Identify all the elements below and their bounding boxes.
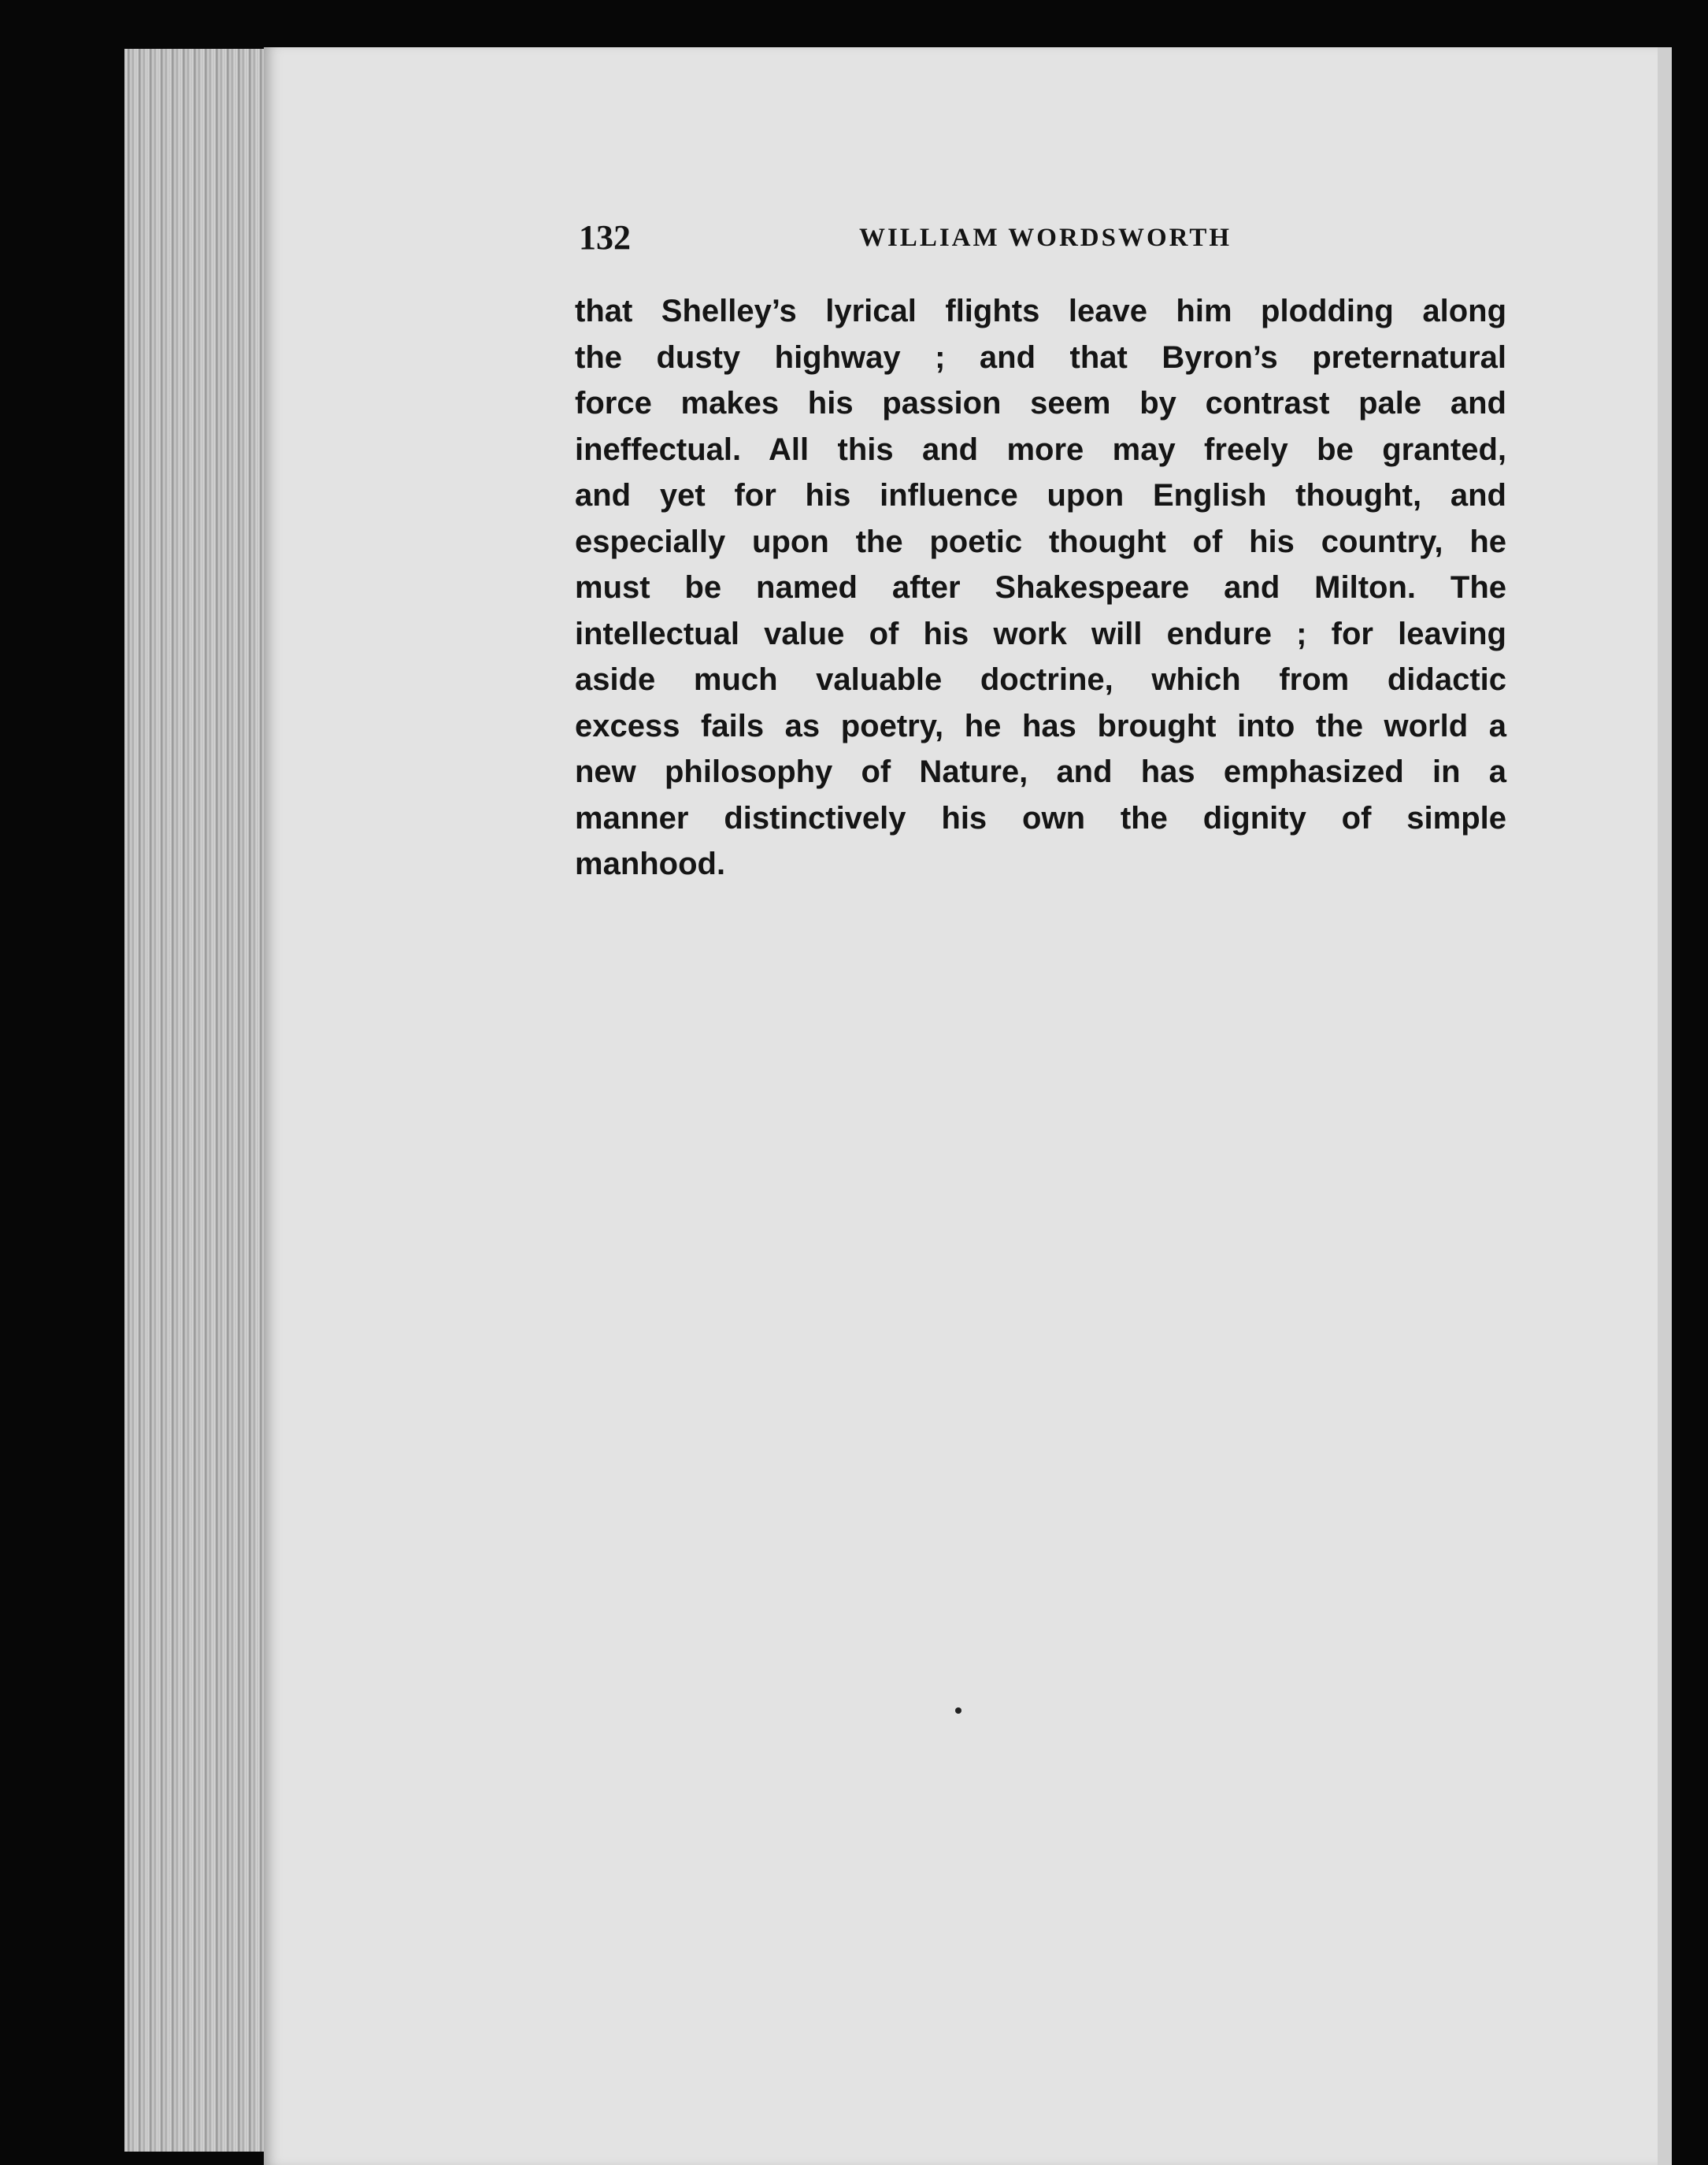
- text-line: intellectual value of his work will endure ; for leaving: [575, 616, 1506, 651]
- text-line: manhood.: [575, 847, 726, 881]
- text-line: force makes his passion seem by contrast pale and: [575, 386, 1506, 421]
- next-page-edge: [1658, 47, 1672, 2165]
- body-paragraph: [575, 288, 1506, 888]
- ink-speck: [955, 1707, 961, 1714]
- page-number: 132: [579, 218, 631, 257]
- page-edges: [124, 49, 282, 2152]
- running-head: [579, 217, 1512, 265]
- running-title: WILLIAM WORDSWORTH: [858, 224, 1232, 252]
- text-line: especially upon the poetic thought of his country, he: [575, 524, 1506, 559]
- text-line: the dusty highway ; and that Byron’s preternatural: [575, 339, 1506, 375]
- text-line: new philosophy of Nature, and has emphasized in a: [575, 754, 1506, 789]
- text-line: aside much valuable doctrine, which from didactic: [575, 662, 1506, 697]
- text-line: manner distinctively his own the dignity of simple: [575, 800, 1506, 836]
- text-line: excess fails as poetry, he has brought into the world a: [575, 708, 1506, 743]
- text-line: ineffectual. All this and more may freely be granted,: [575, 432, 1506, 467]
- text-line: that Shelley’s lyrical flights leave him plodding along: [575, 294, 1506, 328]
- text-line: and yet for his influence upon English thought, and: [575, 478, 1506, 513]
- text-line: must be named after Shakespeare and Milton. The: [575, 570, 1506, 605]
